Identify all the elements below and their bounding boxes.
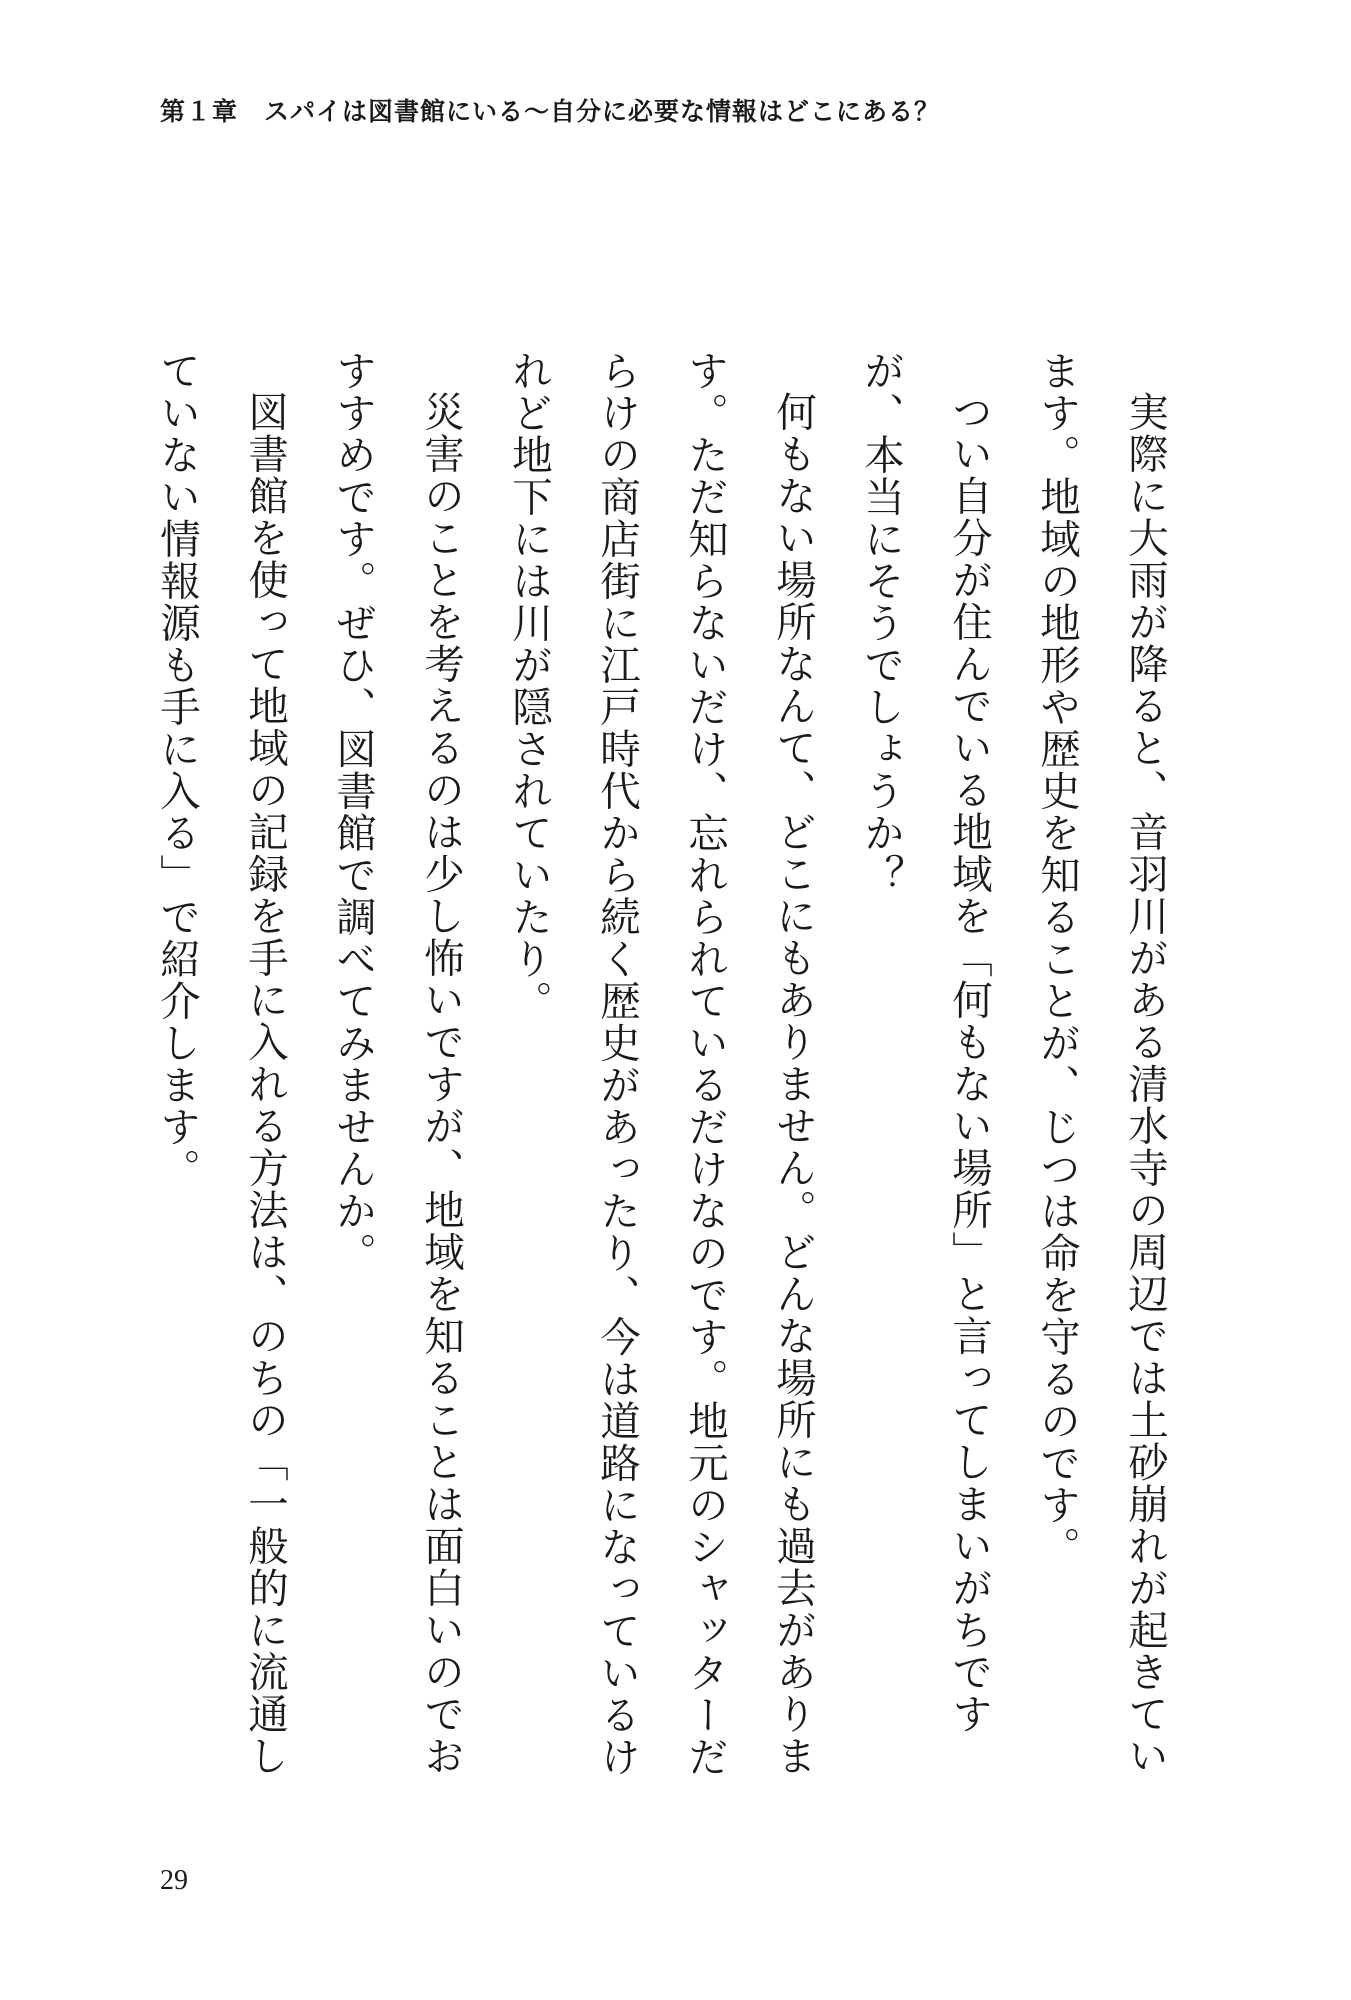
running-head-chapter-title: 第１章 スパイは図書館にいる〜自分に必要な情報はどこにある？ [160, 97, 941, 126]
paragraph: 実際に大雨が降ると、音羽川がある清水寺の周辺では土砂崩れが起きています。地域の地形や歴史を知ることが、じつは命を守るのです。 [1033, 350, 1169, 1777]
vertical-body-text [133, 350, 1189, 1800]
paragraph: つい自分が住んでいる地域を「何もない場所」と言ってしまいがちですが、本当にそうでしょうか？ [857, 350, 993, 1735]
paragraph: 何もない場所なんて、どこにもありません。どんな場所にも過去があります。ただ知らないだけ、忘れられているだけなのです。地元のシャッターだらけの商店街に江戸時代から続く歴史があったり、今は道路になっているけれど地下には川が隠されていたり。 [505, 350, 817, 1778]
paragraph: 図書館を使って地域の記録を手に入れる方法は、のちの「一般的に流通していない情報源も手に入る」で紹介します。 [153, 350, 289, 1777]
paragraph: 災害のことを考えるのは少し怖いですが、地域を知ることは面白いのでおすすめです。ぜひ、図書館で調べてみませんか。 [329, 350, 465, 1777]
page-number: 29 [160, 1865, 188, 1896]
